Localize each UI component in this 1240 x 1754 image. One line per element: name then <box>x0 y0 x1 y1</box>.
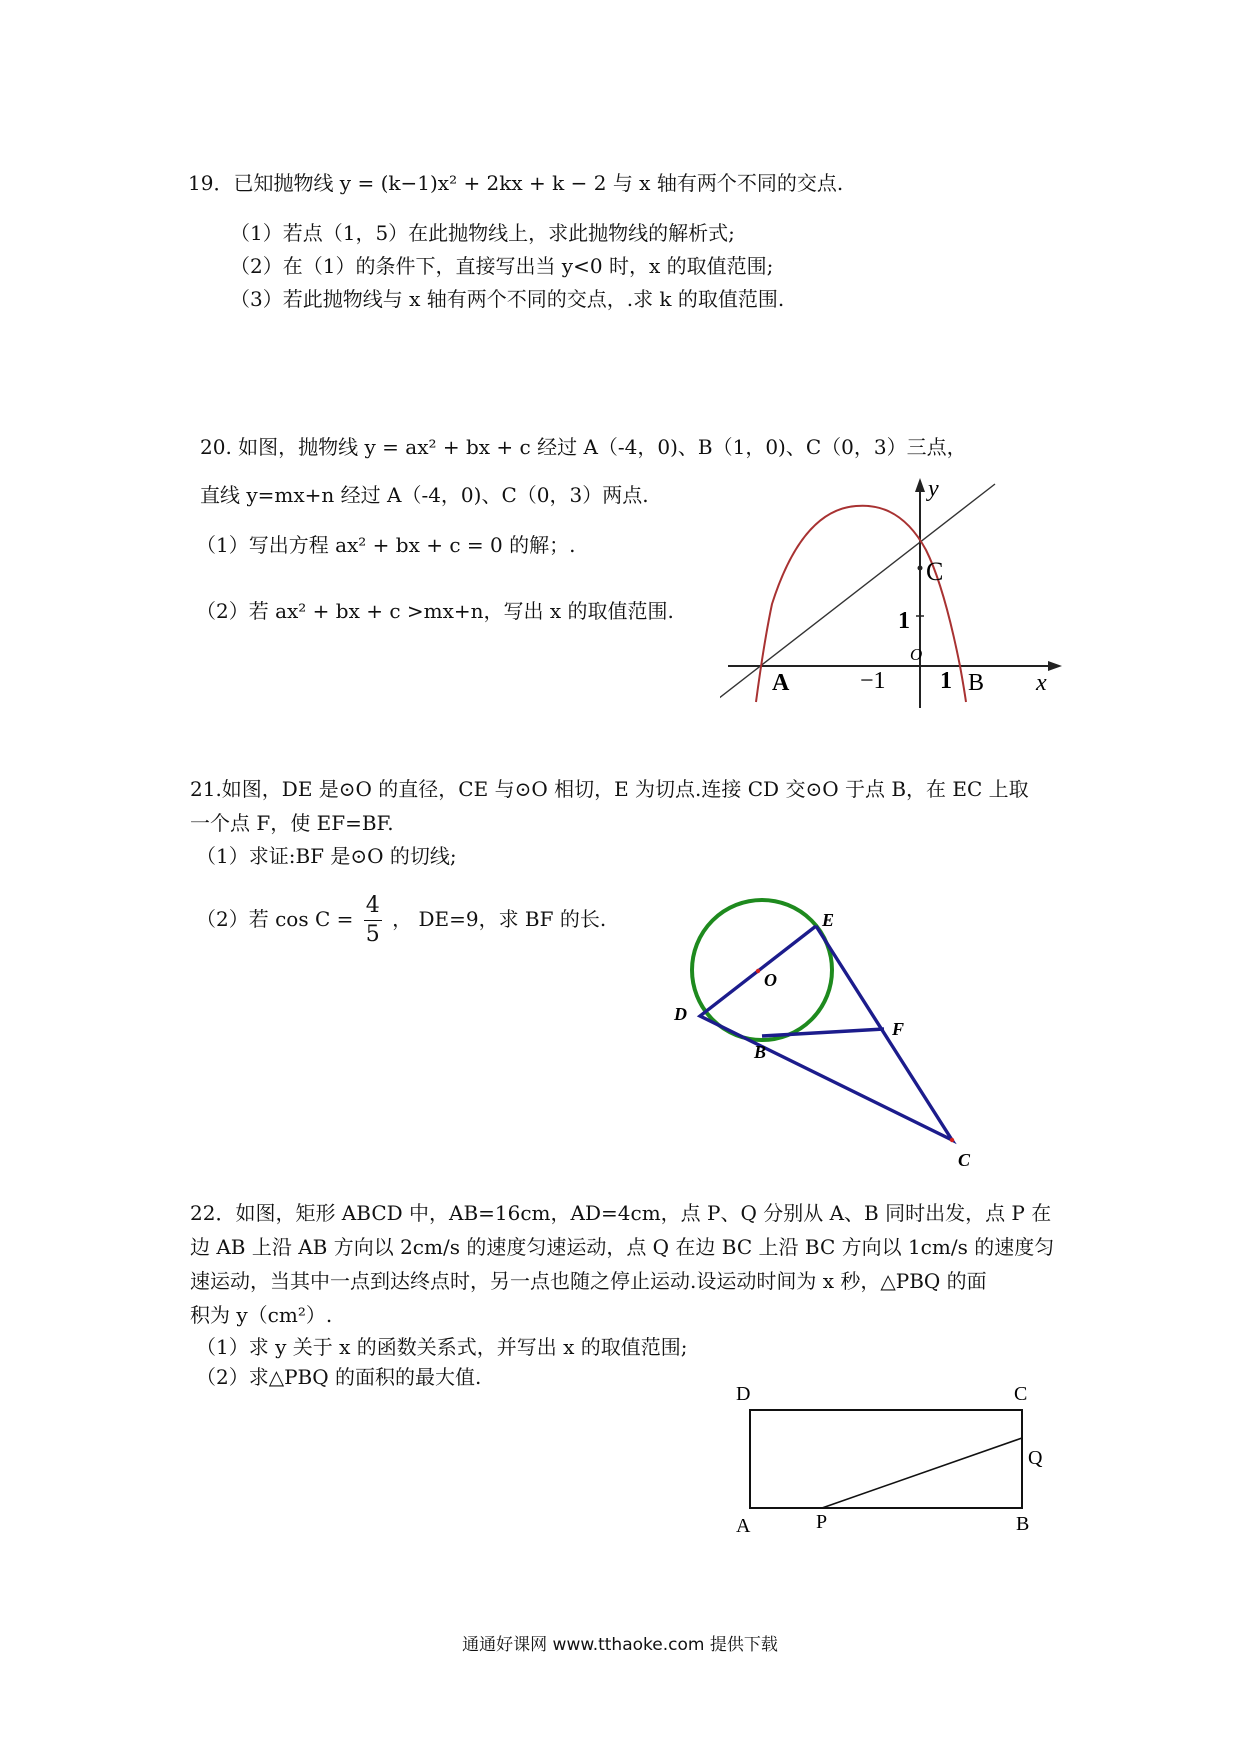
label-1-y: 1 <box>898 608 910 634</box>
q22-line3: 速运动，当其中一点到达终点时，另一点也随之停止运动.设运动时间为 x 秒，△PBQ 的面 <box>190 1269 987 1293</box>
fraction-numerator: 4 <box>364 892 382 921</box>
q20-part1: （1）写出方程 ax² + bx + c = 0 的解；. <box>196 533 576 557</box>
label-c: C <box>1014 1383 1028 1405</box>
label-d: D <box>736 1383 751 1405</box>
label-y: y <box>928 476 939 502</box>
x-axis-arrow <box>1048 661 1062 671</box>
label-e: E <box>822 910 835 930</box>
label-c: C <box>958 1150 971 1170</box>
q20-parabola-figure <box>720 470 1070 710</box>
label-o: O <box>764 970 777 990</box>
q21-part2 <box>196 892 606 949</box>
fraction-denominator: 5 <box>365 922 380 947</box>
label-b: B <box>968 670 985 696</box>
label-a: A <box>736 1515 751 1537</box>
q19-stem: 19．已知抛物线 y = (k−1)x² + 2kx + k − 2 与 x 轴有两个不同的交点. <box>188 171 844 195</box>
label-f: F <box>892 1019 905 1039</box>
label-q: Q <box>1028 1447 1043 1469</box>
label-o: O <box>910 645 923 664</box>
label-minus-1: −1 <box>860 668 886 694</box>
q19-part2: （2）在（1）的条件下，直接写出当 y<0 时，x 的取值范围; <box>230 254 774 278</box>
q20-part2: （2）若 ax² + bx + c >mx+n，写出 x 的取值范围. <box>196 599 674 623</box>
point-o <box>756 969 760 973</box>
q21-fraction <box>364 892 382 949</box>
y-axis-arrow <box>915 478 925 492</box>
rectangle-abcd <box>750 1410 1022 1508</box>
q22-line2: 边 AB 上沿 AB 方向以 2cm/s 的速度匀速运动，点 Q 在边 BC 上沿 BC 方向以 1cm/s 的速度匀 <box>190 1235 1055 1259</box>
label-d: D <box>674 1004 687 1024</box>
segment-pq <box>822 1438 1022 1508</box>
point-c <box>950 1138 954 1142</box>
q20-line2: 直线 y=mx+n 经过 A（-4，0)、C（0，3）两点. <box>200 483 649 507</box>
label-a: A <box>772 670 790 696</box>
q21-part2-suffix: ， DE=9，求 BF 的长. <box>392 907 607 931</box>
label-c: C <box>926 557 944 586</box>
q22-line1: 22．如图，矩形 ABCD 中，AB=16cm，AD=4cm，点 P、Q 分别从 A、B 同时出发，点 P 在 <box>190 1201 1052 1225</box>
q21-circle-figure <box>670 880 990 1170</box>
label-b: B <box>1016 1513 1030 1535</box>
label-b: B <box>754 1042 767 1062</box>
label-x: x <box>1036 670 1047 696</box>
label-1-x: 1 <box>940 668 952 694</box>
q22-part1: （1）求 y 关于 x 的函数关系式，并写出 x 的取值范围; <box>196 1335 688 1359</box>
q19-part3: （3）若此抛物线与 x 轴有两个不同的交点，.求 k 的取值范围. <box>230 287 785 311</box>
q19-part1: （1）若点（1，5）在此抛物线上，求此抛物线的解析式; <box>230 221 735 245</box>
q20-stem: 20. 如图，抛物线 y = ax² + bx + c 经过 A（-4，0)、B（1，0)、C（0，3）三点， <box>200 435 967 459</box>
q22-part2: （2）求△PBQ 的面积的最大值. <box>196 1365 482 1389</box>
segment-bf <box>762 1029 884 1036</box>
q22-rectangle-figure <box>720 1380 1050 1560</box>
page-footer: 通通好课网 www.tthaoke.com 提供下载 <box>462 1635 778 1655</box>
q21-stem-line1: 21.如图，DE 是⊙O 的直径，CE 与⊙O 相切，E 为切点.连接 CD 交⊙O 于点 B，在 EC 上取 <box>190 777 1029 801</box>
q22-line4: 积为 y（cm²）. <box>190 1303 333 1327</box>
q21-part1: （1）求证:BF 是⊙O 的切线; <box>196 844 457 868</box>
q21-stem-line2: 一个点 F，使 EF=BF. <box>190 811 394 835</box>
q21-part2-prefix: （2）若 cos C = <box>196 907 354 931</box>
label-p: P <box>816 1511 828 1533</box>
point-c <box>918 566 923 571</box>
